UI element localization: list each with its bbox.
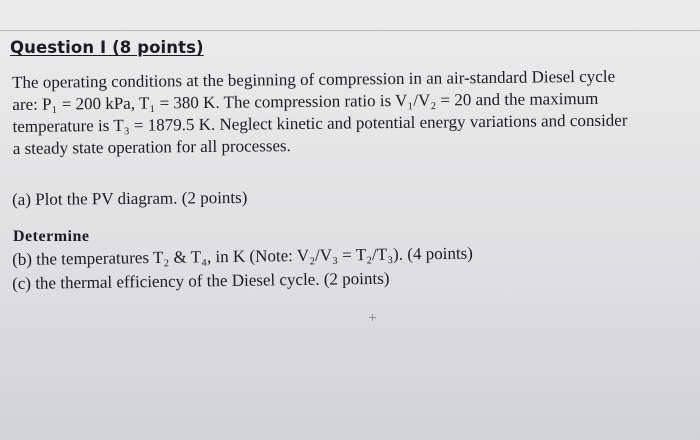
plus-mark: + xyxy=(368,311,378,324)
statement-line: The operating conditions at the beginning of compression in an air-standard Diesel cycle xyxy=(12,66,616,92)
part-c-text: (c) the thermal efficiency of the Diesel cycle. (2 points) xyxy=(12,268,390,293)
statement-line: are: P₁ = 200 kPa, T₁ = 380 K. The compression ratio is V₁/V₂ = 20 and the maximum xyxy=(12,88,599,114)
statement-line: temperature is T₃ = 1879.5 K. Neglect kinetic and potential energy variations and consider xyxy=(12,110,628,136)
part-b-text: (b) the temperatures T₂ & T₄, in K (Note: V₂/V₃ = T₂/T₃). (4 points) xyxy=(12,243,474,269)
problem-statement xyxy=(12,65,697,160)
part-a-text: (a) Plot the PV diagram. (2 points) xyxy=(12,187,248,209)
question-title: Question I (8 points) xyxy=(10,38,204,57)
determine-heading: Determine xyxy=(13,228,90,245)
statement-line: a steady state operation for all processes. xyxy=(12,136,291,158)
